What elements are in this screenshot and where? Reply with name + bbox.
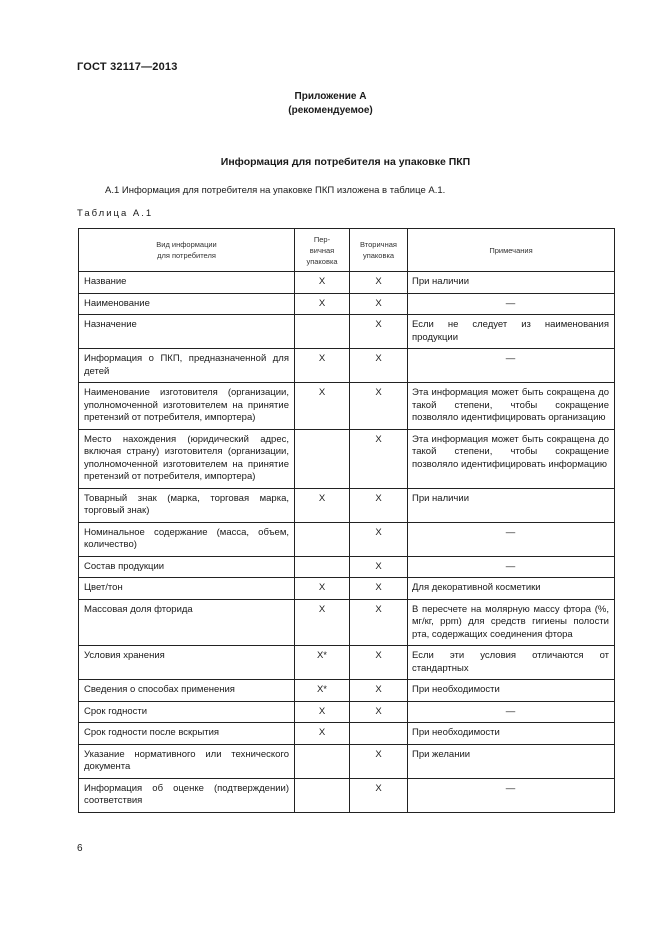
cell-note: Эта информация может быть сокращена до такой степени, чтобы сокращение позволяло идентифицировать организацию [408,383,615,430]
cell-info-type: Товарный знак (марка, торговая марка, торговый знак) [79,488,295,522]
cell-note: Если эти условия отличаются от стандартных [408,646,615,680]
table-row [79,578,615,600]
cell-primary-pack: X [295,599,350,646]
column-header-notes: Примечания [408,229,615,272]
cell-note: — [408,293,615,315]
cell-secondary-pack: X [350,383,408,430]
cell-note: Если не следует из наименования продукции [408,315,615,349]
cell-primary-pack: X [295,578,350,600]
cell-primary-pack [295,778,350,812]
cell-secondary-pack: X [350,349,408,383]
table-row [79,778,615,812]
cell-info-type: Информация о ПКП, предназначенной для детей [79,349,295,383]
table-row [79,556,615,578]
cell-note: — [408,778,615,812]
cell-secondary-pack: X [350,315,408,349]
cell-info-type: Информация об оценке (подтверждении) соответствия [79,778,295,812]
cell-secondary-pack: X [350,701,408,723]
cell-primary-pack [295,315,350,349]
cell-secondary-pack: X [350,646,408,680]
column-header-primary-pack: Пер- вичная упаковка [295,229,350,272]
cell-secondary-pack: X [350,429,408,488]
table-row [79,646,615,680]
cell-secondary-pack: X [350,744,408,778]
cell-primary-pack: X [295,701,350,723]
cell-primary-pack: X* [295,680,350,702]
cell-note: В пересчете на молярную массу фтора (%, мг/кг, ppm) для средств гигиены полости рта, содержащих соединения фтора [408,599,615,646]
table-body [79,272,615,813]
table-header-row [79,229,615,272]
cell-primary-pack [295,522,350,556]
cell-secondary-pack: X [350,599,408,646]
table-row [79,315,615,349]
table-row [79,272,615,294]
table-label: Таблица А.1 [77,208,154,219]
cell-primary-pack: X [295,349,350,383]
cell-primary-pack [295,744,350,778]
table-row [79,599,615,646]
cell-primary-pack: X [295,272,350,294]
cell-info-type: Массовая доля фторида [79,599,295,646]
cell-note: Для декоративной косметики [408,578,615,600]
cell-secondary-pack: X [350,293,408,315]
cell-secondary-pack: X [350,680,408,702]
cell-secondary-pack: X [350,522,408,556]
cell-note: При необходимости [408,680,615,702]
section-title: Информация для потребителя на упаковке ПКП [220,156,471,168]
cell-secondary-pack: X [350,488,408,522]
cell-secondary-pack: X [350,778,408,812]
cell-info-type: Сведения о способах применения [79,680,295,702]
cell-primary-pack: X [295,293,350,315]
cell-secondary-pack: X [350,578,408,600]
cell-info-type: Номинальное содержание (масса, объем, количество) [79,522,295,556]
cell-primary-pack: X [295,723,350,745]
table-row [79,723,615,745]
cell-info-type: Место нахождения (юридический адрес, включая страну) изготовителя (организации, уполномоченной изготовителем на принятие претензий от потребителя, импортера) [79,429,295,488]
cell-info-type: Срок годности [79,701,295,723]
table-row [79,293,615,315]
cell-note: При желании [408,744,615,778]
cell-note: При необходимости [408,723,615,745]
table-row [79,522,615,556]
cell-note: При наличии [408,488,615,522]
cell-note: — [408,556,615,578]
cell-info-type: Указание нормативного или технического документа [79,744,295,778]
cell-secondary-pack: X [350,556,408,578]
page-number: 6 [77,843,83,854]
table-row [79,488,615,522]
cell-secondary-pack: X [350,272,408,294]
cell-info-type: Наименование [79,293,295,315]
cell-primary-pack: X [295,383,350,430]
cell-info-type: Название [79,272,295,294]
cell-note: — [408,522,615,556]
cell-note: — [408,701,615,723]
cell-note: — [408,349,615,383]
cell-info-type: Срок годности после вскрытия [79,723,295,745]
table-row [79,383,615,430]
table-row [79,744,615,778]
cell-secondary-pack [350,723,408,745]
appendix-subtitle: (рекомендуемое) [288,105,373,116]
info-table [78,228,615,813]
cell-info-type: Состав продукции [79,556,295,578]
cell-primary-pack [295,556,350,578]
cell-primary-pack: X* [295,646,350,680]
table-row [79,680,615,702]
appendix-title: Приложение А [294,91,367,102]
column-header-secondary-pack: Вторичная упаковка [350,229,408,272]
cell-info-type: Назначение [79,315,295,349]
table-row [79,429,615,488]
cell-info-type: Условия хранения [79,646,295,680]
cell-note: Эта информация может быть сокращена до такой степени, чтобы сокращение позволяло идентифицировать информацию [408,429,615,488]
cell-primary-pack [295,429,350,488]
table-row [79,349,615,383]
intro-paragraph: А.1 Информация для потребителя на упаковке ПКП изложена в таблице А.1. [105,185,446,196]
column-header-info-type: Вид информации для потребителя [79,229,295,272]
table-row [79,701,615,723]
cell-primary-pack: X [295,488,350,522]
cell-info-type: Цвет/тон [79,578,295,600]
cell-info-type: Наименование изготовителя (организации, уполномоченной изготовителем на принятие претензий от потребителя, импортера) [79,383,295,430]
cell-note: При наличии [408,272,615,294]
document-id: ГОСТ 32117—2013 [77,61,178,73]
